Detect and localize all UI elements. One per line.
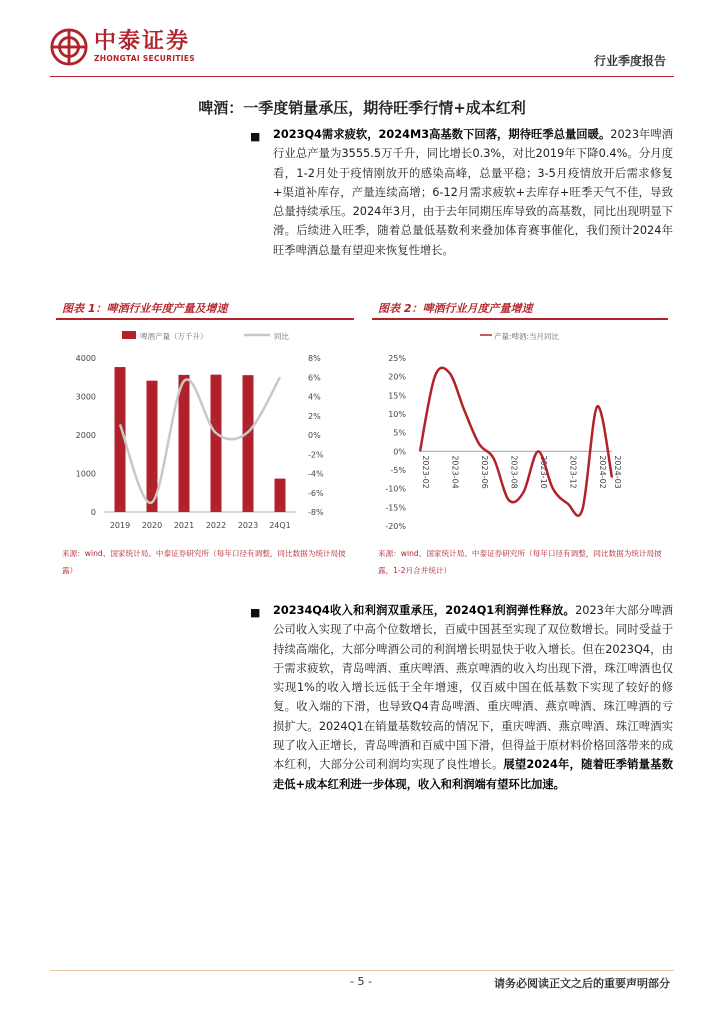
bar-production [275,479,286,512]
y-tick-label: -10% [385,484,406,494]
paragraph-1-lead: 2023Q4需求疲软，2024M3高基数下回落，期待旺季总量回暖。 [273,128,611,141]
y-right-tick-label: -2% [308,450,324,460]
document-type: 行业季度报告 [593,54,666,68]
y-tick-label: 0% [393,447,406,457]
paragraph-2-outlook: 展望2024年，随着旺季销量基数走低+成本红利进一步体现，收入和利润端有望环比加速。 [273,758,673,791]
x-tick-label: 2021 [173,521,195,530]
y-tick-label: 10% [388,410,406,419]
y-right-tick-label: 0% [308,431,321,440]
figure-1-rule [56,318,354,320]
figure-2-source: 来源：wind、国家统计局、中泰证券研究所（每年口径有调整，同比数据为统计局披露，1-2月合并统计） [378,549,662,575]
y-tick-label: -20% [385,522,406,531]
y-right-tick-label: 4% [308,392,321,402]
y-tick-label: -5% [390,466,406,475]
bar-production [211,375,222,512]
figure-1-chart [56,322,356,537]
y-right-tick-label: 2% [308,411,321,421]
y-tick-label: 15% [388,391,406,401]
series-line-yoy [120,377,280,503]
x-tick-label: 2022 [205,521,227,530]
bar-production [179,375,190,512]
x-tick-label: 2023-04 [450,455,460,489]
footer-divider [50,970,674,971]
series-line-monthly-yoy [420,368,612,516]
bullet-icon: ■ [250,606,261,619]
x-tick-label: 2023-08 [509,455,519,489]
x-tick-label: 2020 [141,521,163,530]
page-number: - 5 - [350,975,372,988]
x-tick-label: 2024-03 [613,455,622,489]
logo-chinese-name: 中泰证券 [94,29,191,54]
bullet-icon: ■ [250,130,261,143]
x-tick-label: 2023-10 [539,455,549,489]
paragraph-2-lead: 20234Q4收入和利润双重承压，2024Q1利润弹性释放。 [273,604,576,617]
legend-label-monthly: 产量:啤酒:当月同比 [494,332,560,341]
x-tick-label: 2024-02 [598,455,608,489]
paragraph-2 [273,601,673,794]
y-right-tick-label: 8% [308,354,321,363]
y-right-tick-label: -8% [308,508,324,517]
legend-label-production: 啤酒产量（万千升） [140,332,208,341]
y-right-tick-label: -4% [308,469,324,479]
y-right-tick-label: 6% [308,373,321,383]
figure-1-source: 来源：wind、国家统计局、中泰证券研究所（每年口径有调整，同比数据为统计局披露） [62,549,346,575]
y-tick-label: -15% [385,503,406,513]
x-tick-label: 2023-12 [568,455,578,489]
y-left-tick-label: 1000 [75,469,96,479]
y-left-tick-label: 3000 [75,392,96,402]
y-left-tick-label: 4000 [75,354,96,363]
y-tick-label: 5% [393,428,406,438]
disclaimer-note: 请务必阅读正文之后的重要声明部分 [494,977,670,990]
x-tick-label: 2023-06 [480,455,490,489]
zhongtai-logo-icon [50,28,88,66]
figure-2-rule [372,318,668,320]
y-tick-label: 25% [388,354,406,363]
bar-production [243,375,254,512]
x-tick-label: 2023 [237,521,259,530]
header-divider [50,76,674,77]
figure-2-chart [372,322,672,537]
y-tick-label: 20% [388,372,406,382]
figure-2-title: 图表 2：啤酒行业月度产量增速 [378,302,533,315]
paragraph-1 [273,125,673,260]
company-logo [50,28,195,66]
x-tick-label: 24Q1 [269,521,291,530]
section-title: 啤酒：一季度销量承压，期待旺季行情+成本红利 [198,99,526,117]
y-left-tick-label: 2000 [75,431,96,440]
legend-label-yoy: 同比 [274,332,289,341]
paragraph-2-body: 2023年大部分啤酒公司收入实现了中高个位数增长，百威中国甚至实现了双位数增长。同时受益于持续高端化，大部分啤酒公司的利润增长明显快于收入增长。但在2023Q4，由于需求疲软，青岛啤酒、重庆啤酒、燕京啤酒的收入均出现下滑，珠江啤酒也仅实现1%的收入增长远低于全年增速，仅百威中国在低基数下实现了较好的修复。收入端的下滑，也导致Q4青岛啤酒、重庆啤酒、燕京啤酒、珠江啤酒的亏损扩大。2024Q1在销量基数较高的情况下，重庆啤酒、燕京啤酒、珠江啤酒实现了收入正增长，青岛啤酒和百威中国下滑，但得益于原材料价格回落带来的成本红利，大部分公司利润均实现了良性增长。 [273,604,673,772]
x-tick-label: 2019 [109,521,131,530]
logo-english-name: ZHONGTAI SECURITIES [94,54,195,63]
legend-swatch-production [122,331,136,339]
figure-1-title: 图表 1：啤酒行业年度产量及增速 [62,302,228,315]
paragraph-1-body: 2023年啤酒行业总产量为3555.5万千升，同比增长0.3%，对比2019年下降0.4%。分月度看，1-2月处于疫情刚放开的感染高峰，总量平稳；3-5月疫情放开后需求修复+渠道补库存，产量连续高增；6-12月需求疲软+去库存+旺季天气不佳，导致总量持续承压。2024年3月，由于去年同期压库导致的高基数，同比出现明显下滑。后续进入旺季，随着总量低基数利来叠加体育赛事催化，我们预计2024年旺季啤酒总量有望迎来恢复性增长。 [273,128,673,257]
x-tick-label: 2023-02 [421,455,430,489]
y-right-tick-label: -6% [308,488,324,498]
y-left-tick-label: 0 [90,508,96,517]
